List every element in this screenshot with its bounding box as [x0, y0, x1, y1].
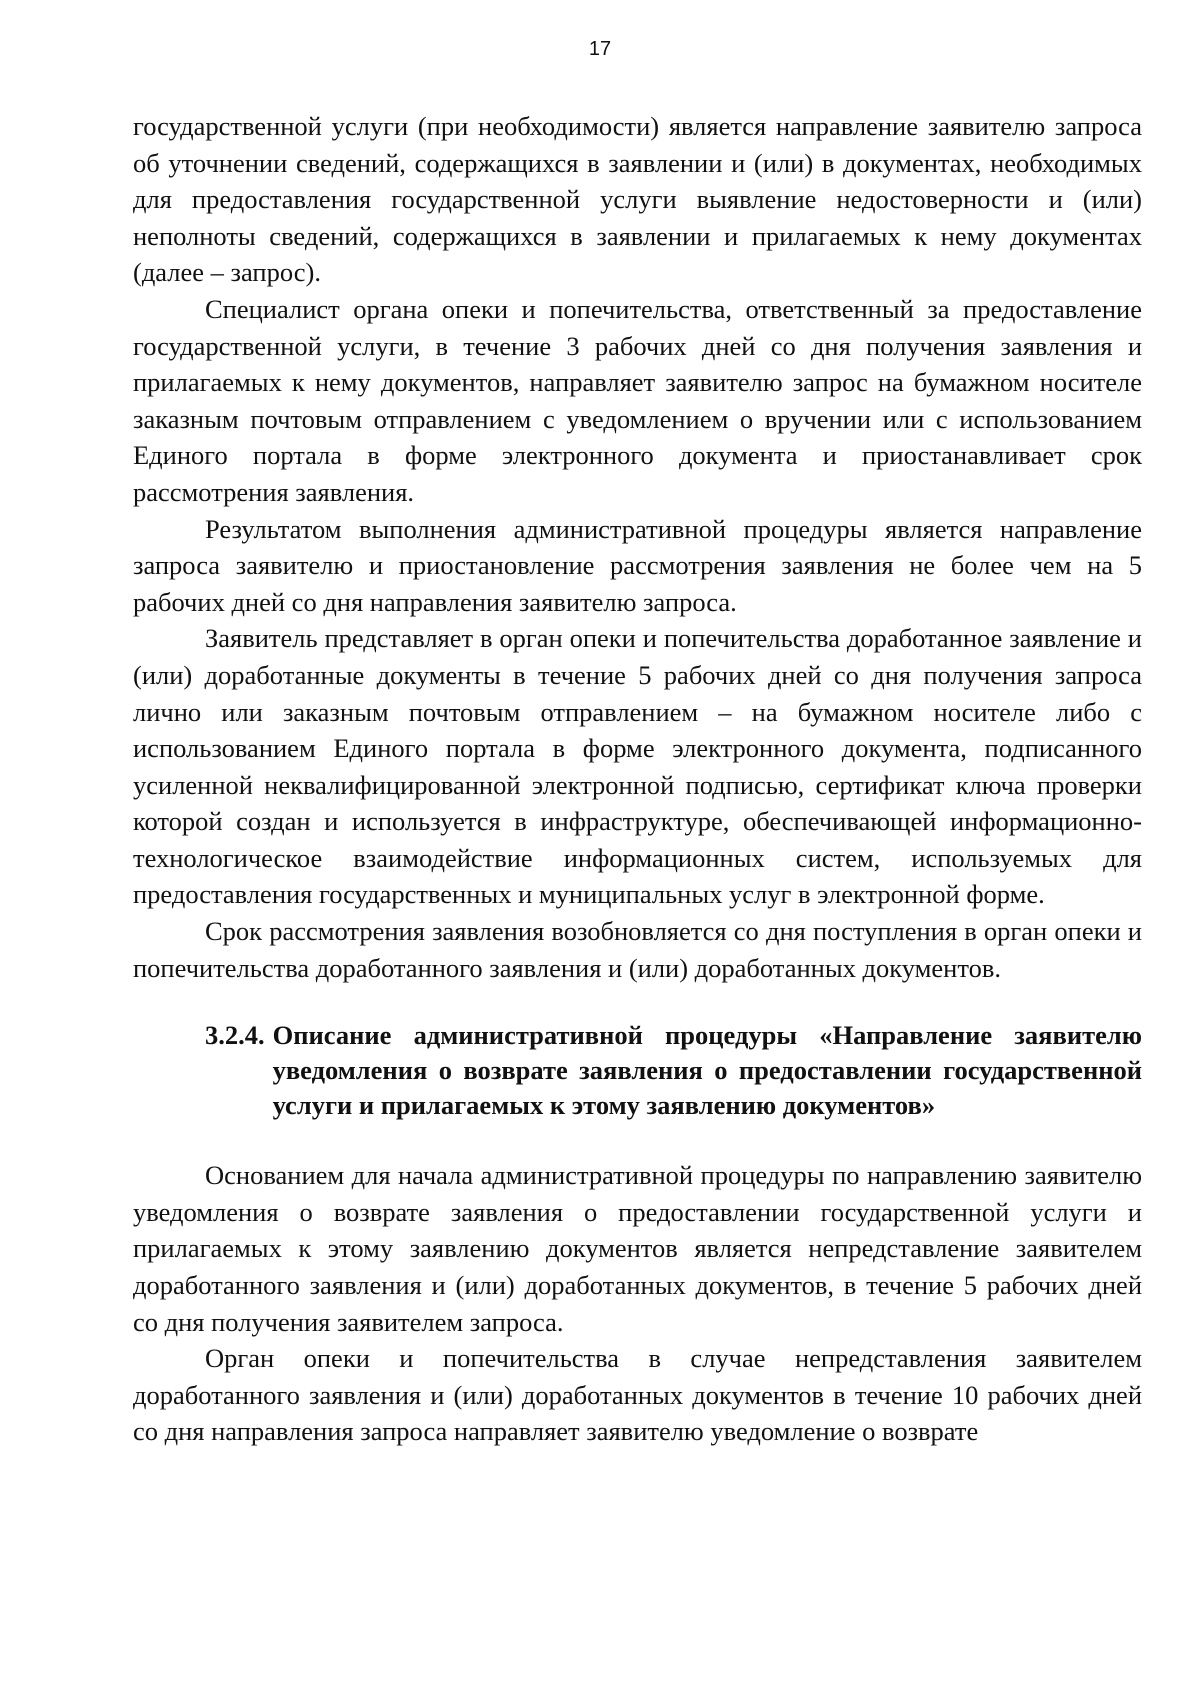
paragraph-specialist-request: Специалист органа опеки и попечительства, ответственный за предоставление государственной услуги, в течение 3 рабочих дней со дня получения заявления и прилагаемых к нему документов, направляет заявителю запрос на бумажном носителе заказным почтовым отправлением с уведомлением о вручении или с использованием Единого портала в форме электронного документа и приостанавливает срок рассмотрения заявления.	[133, 293, 1142, 507]
section-heading	[205, 1018, 1142, 1123]
paragraph-procedure-basis: Основанием для начала административной процедуры по направлению заявителю уведомления о возврате заявления о предоставлении государственной услуги и прилагаемых к этому заявлению документов является непредставление заявителем доработанного заявления и (или) доработанных документов, в течение 5 рабочих дней со дня получения заявителем запроса.	[133, 1160, 1142, 1337]
page-number: 17	[588, 38, 612, 60]
section-number: 3.2.4.	[205, 1020, 265, 1051]
paragraph-guardianship-body: Орган опеки и попечительства в случае непредставления заявителем доработанного заявления и (или) доработанных документов в течение 10 рабочих дней со дня направления запроса направляет заявителю уведомление о возврате	[133, 1343, 1142, 1447]
paragraph-applicant-submits: Заявитель представляет в орган опеки и попечительства доработанное заявление и (или) доработанные документы в течение 5 рабочих дней со дня получения запроса лично или заказным почтовым отправлением – на бумажном носителе либо с использованием Единого портала в форме электронного документа, подписанного усиленной неквалифицированной электронной подписью, сертификат ключа проверки которой создан и используется в инфраструктуре, обеспечивающей информационно-технологическое взаимодействие информационных систем, используемых для предоставления государственных и муниципальных услуг в электронной форме.	[133, 623, 1142, 910]
section-title: Описание административной процедуры «Направление заявителю уведомления о возврате заявления о предоставлении государственной услуги и прилагаемых к этому заявлению документов»	[272, 1020, 1142, 1121]
paragraph-procedure-result: Результатом выполнения административной процедуры является направление запроса заявителю и приостановление рассмотрения заявления не более чем на 5 рабочих дней со дня направления заявителю запроса.	[133, 513, 1142, 617]
paragraph-continuation: государственной услуги (при необходимости) является направление заявителю запроса об уточнении сведений, содержащихся в заявлении и (или) в документах, необходимых для предоставления государственной услуги выявление недостоверности и (или) неполноты сведений, содержащихся в заявлении и прилагаемых к нему документах (далее – запрос).	[133, 111, 1142, 288]
document-body	[133, 108, 1142, 1450]
paragraph-term-resumed: Срок рассмотрения заявления возобновляется со дня поступления в орган опеки и попечительства доработанного заявления и (или) доработанных документов.	[133, 916, 1142, 983]
